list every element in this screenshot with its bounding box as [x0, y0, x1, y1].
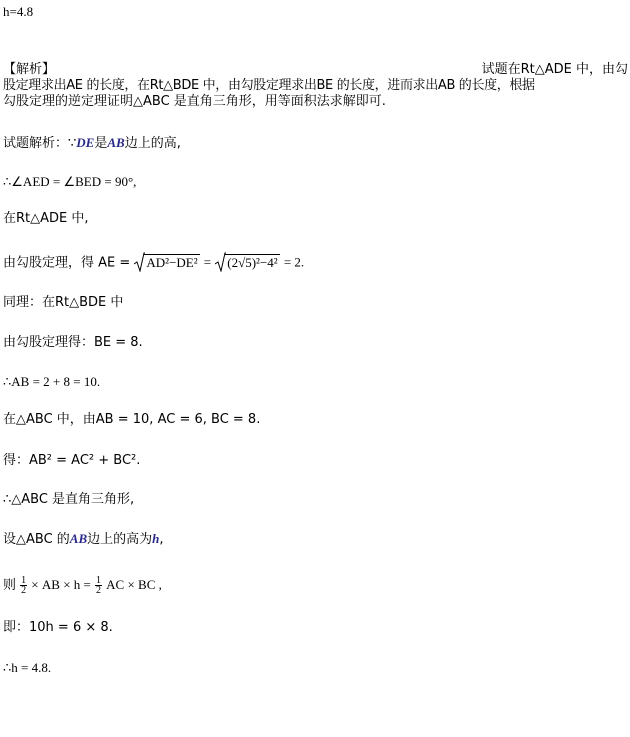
- step-4-suffix: = 2.: [283, 254, 305, 270]
- step-4-eq: =: [203, 254, 212, 270]
- step-12-mid: × AB × h =: [31, 577, 91, 592]
- sqrt-1-radicand: AD²−DE²: [146, 255, 198, 270]
- step-9: 得：AB² = AC² + BC².: [3, 453, 141, 468]
- step-1-mid: 是: [94, 136, 108, 151]
- step-5: 同理：在Rt△BDE 中: [3, 295, 124, 310]
- step-3: 在Rt△ADE 中,: [3, 211, 89, 226]
- step-12-suffix: AC × BC ,: [106, 577, 162, 592]
- step-11: [3, 531, 164, 548]
- analysis-line2: 股定理求出AE 的长度，在Rt△BDE 中，由勾股定理求出BE 的长度，进而求出AB 的长度，根据: [3, 78, 535, 93]
- step-8: 在△ABC 中，由AB = 10, AC = 6, BC = 8.: [3, 412, 261, 427]
- step-7: ∴AB = 2 + 8 = 10.: [3, 374, 101, 389]
- step-11-ab: AB: [69, 531, 88, 546]
- step-11-mid: 边上的高为: [87, 532, 153, 547]
- step-12: [3, 576, 162, 595]
- sqrt-2: [215, 254, 279, 272]
- sqrt-1: [134, 254, 199, 272]
- step-11-h: h: [152, 531, 160, 546]
- analysis-tag: 【解析】: [3, 62, 56, 77]
- fraction-2-denominator: 2: [96, 585, 101, 596]
- step-2: ∴∠AED = ∠BED = 90°,: [3, 174, 137, 189]
- radical-sign-icon: [215, 252, 226, 272]
- step-1: [3, 135, 181, 152]
- step-1-suffix: 边上的高,: [124, 136, 181, 151]
- step-14: ∴h = 4.8.: [3, 660, 52, 675]
- sqrt-2-radicand: (2√5)²−4²: [227, 255, 278, 270]
- fraction-2-numerator: 1: [96, 575, 101, 586]
- fraction-1-numerator: 1: [21, 575, 27, 586]
- analysis-line3: 勾股定理的逆定理证明△ABC 是直角三角形，用等面积法求解即可.: [3, 94, 386, 109]
- answer-line: h=4.8: [3, 4, 34, 19]
- step-12-prefix: 则: [3, 578, 17, 593]
- step-1-de: DE: [76, 135, 95, 150]
- radical-sign-icon: [134, 252, 145, 272]
- step-1-ab: AB: [107, 135, 125, 150]
- step-10: ∴△ABC 是直角三角形,: [3, 492, 135, 507]
- fraction-1-denominator: 2: [21, 585, 27, 596]
- step-11-prefix: 设△ABC 的: [3, 532, 70, 547]
- fraction-half-2: [95, 576, 102, 595]
- fraction-half-1: [20, 576, 27, 595]
- step-1-prefix: 试题解析：∵: [3, 136, 77, 151]
- step-4-prefix: 由勾股定理，得 AE =: [3, 255, 131, 271]
- analysis-block: [3, 62, 628, 110]
- step-4: [3, 254, 304, 272]
- step-11-suffix: ,: [159, 532, 164, 547]
- step-6: 由勾股定理得：BE = 8.: [3, 335, 143, 350]
- step-13: 即：10h = 6 × 8.: [3, 620, 113, 635]
- analysis-line1-right: 试题在Rt△ADE 中，由勾: [481, 62, 628, 77]
